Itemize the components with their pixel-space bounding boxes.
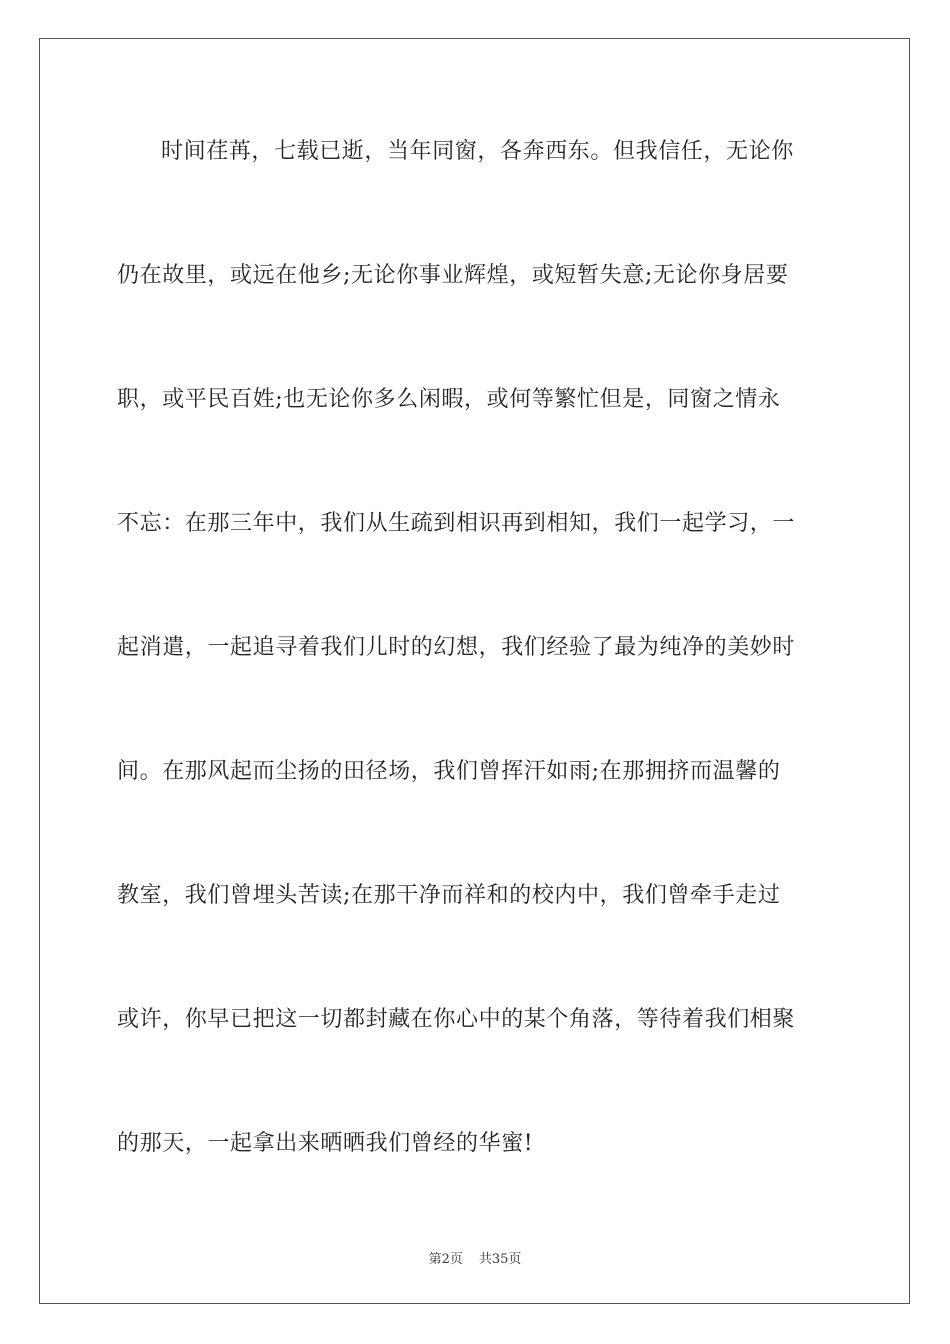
paragraph-line: 时间荏苒，七载已逝，当年同窗，各奔西东。但我信任，无论你 (161, 139, 794, 164)
paragraph-line: 或许，你早已把这一切都封藏在你心中的某个角落，等待着我们相聚 (117, 1007, 796, 1032)
page-number: 第2页 (428, 1252, 463, 1267)
paragraph-line: 教室，我们曾埋头苦读;在那干净而祥和的校内中，我们曾牵手走过 (117, 883, 781, 908)
paragraph-line: 间。在那风起而尘扬的田径场，我们曾挥汗如雨;在那拥挤而温馨的 (117, 759, 781, 784)
page-footer (0, 1248, 950, 1267)
paragraph-line: 的那天，一起拿出来晒晒我们曾经的华蜜! (117, 1131, 534, 1156)
paragraph-line: 仍在故里，或远在他乡;无论你事业辉煌，或短暂失意;无论你身居要 (117, 263, 789, 288)
page-total: 共35页 (478, 1252, 522, 1267)
paragraph-line: 不忘：在那三年中，我们从生疏到相识再到相知，我们一起学习，一 (117, 511, 796, 536)
page-border (39, 38, 910, 1304)
paragraph-line: 起消遣，一起追寻着我们儿时的幻想，我们经验了最为纯净的美妙时 (117, 635, 796, 660)
paragraph-line: 职，或平民百姓;也无论你多么闲暇，或何等繁忙但是，同窗之情永 (117, 387, 781, 412)
